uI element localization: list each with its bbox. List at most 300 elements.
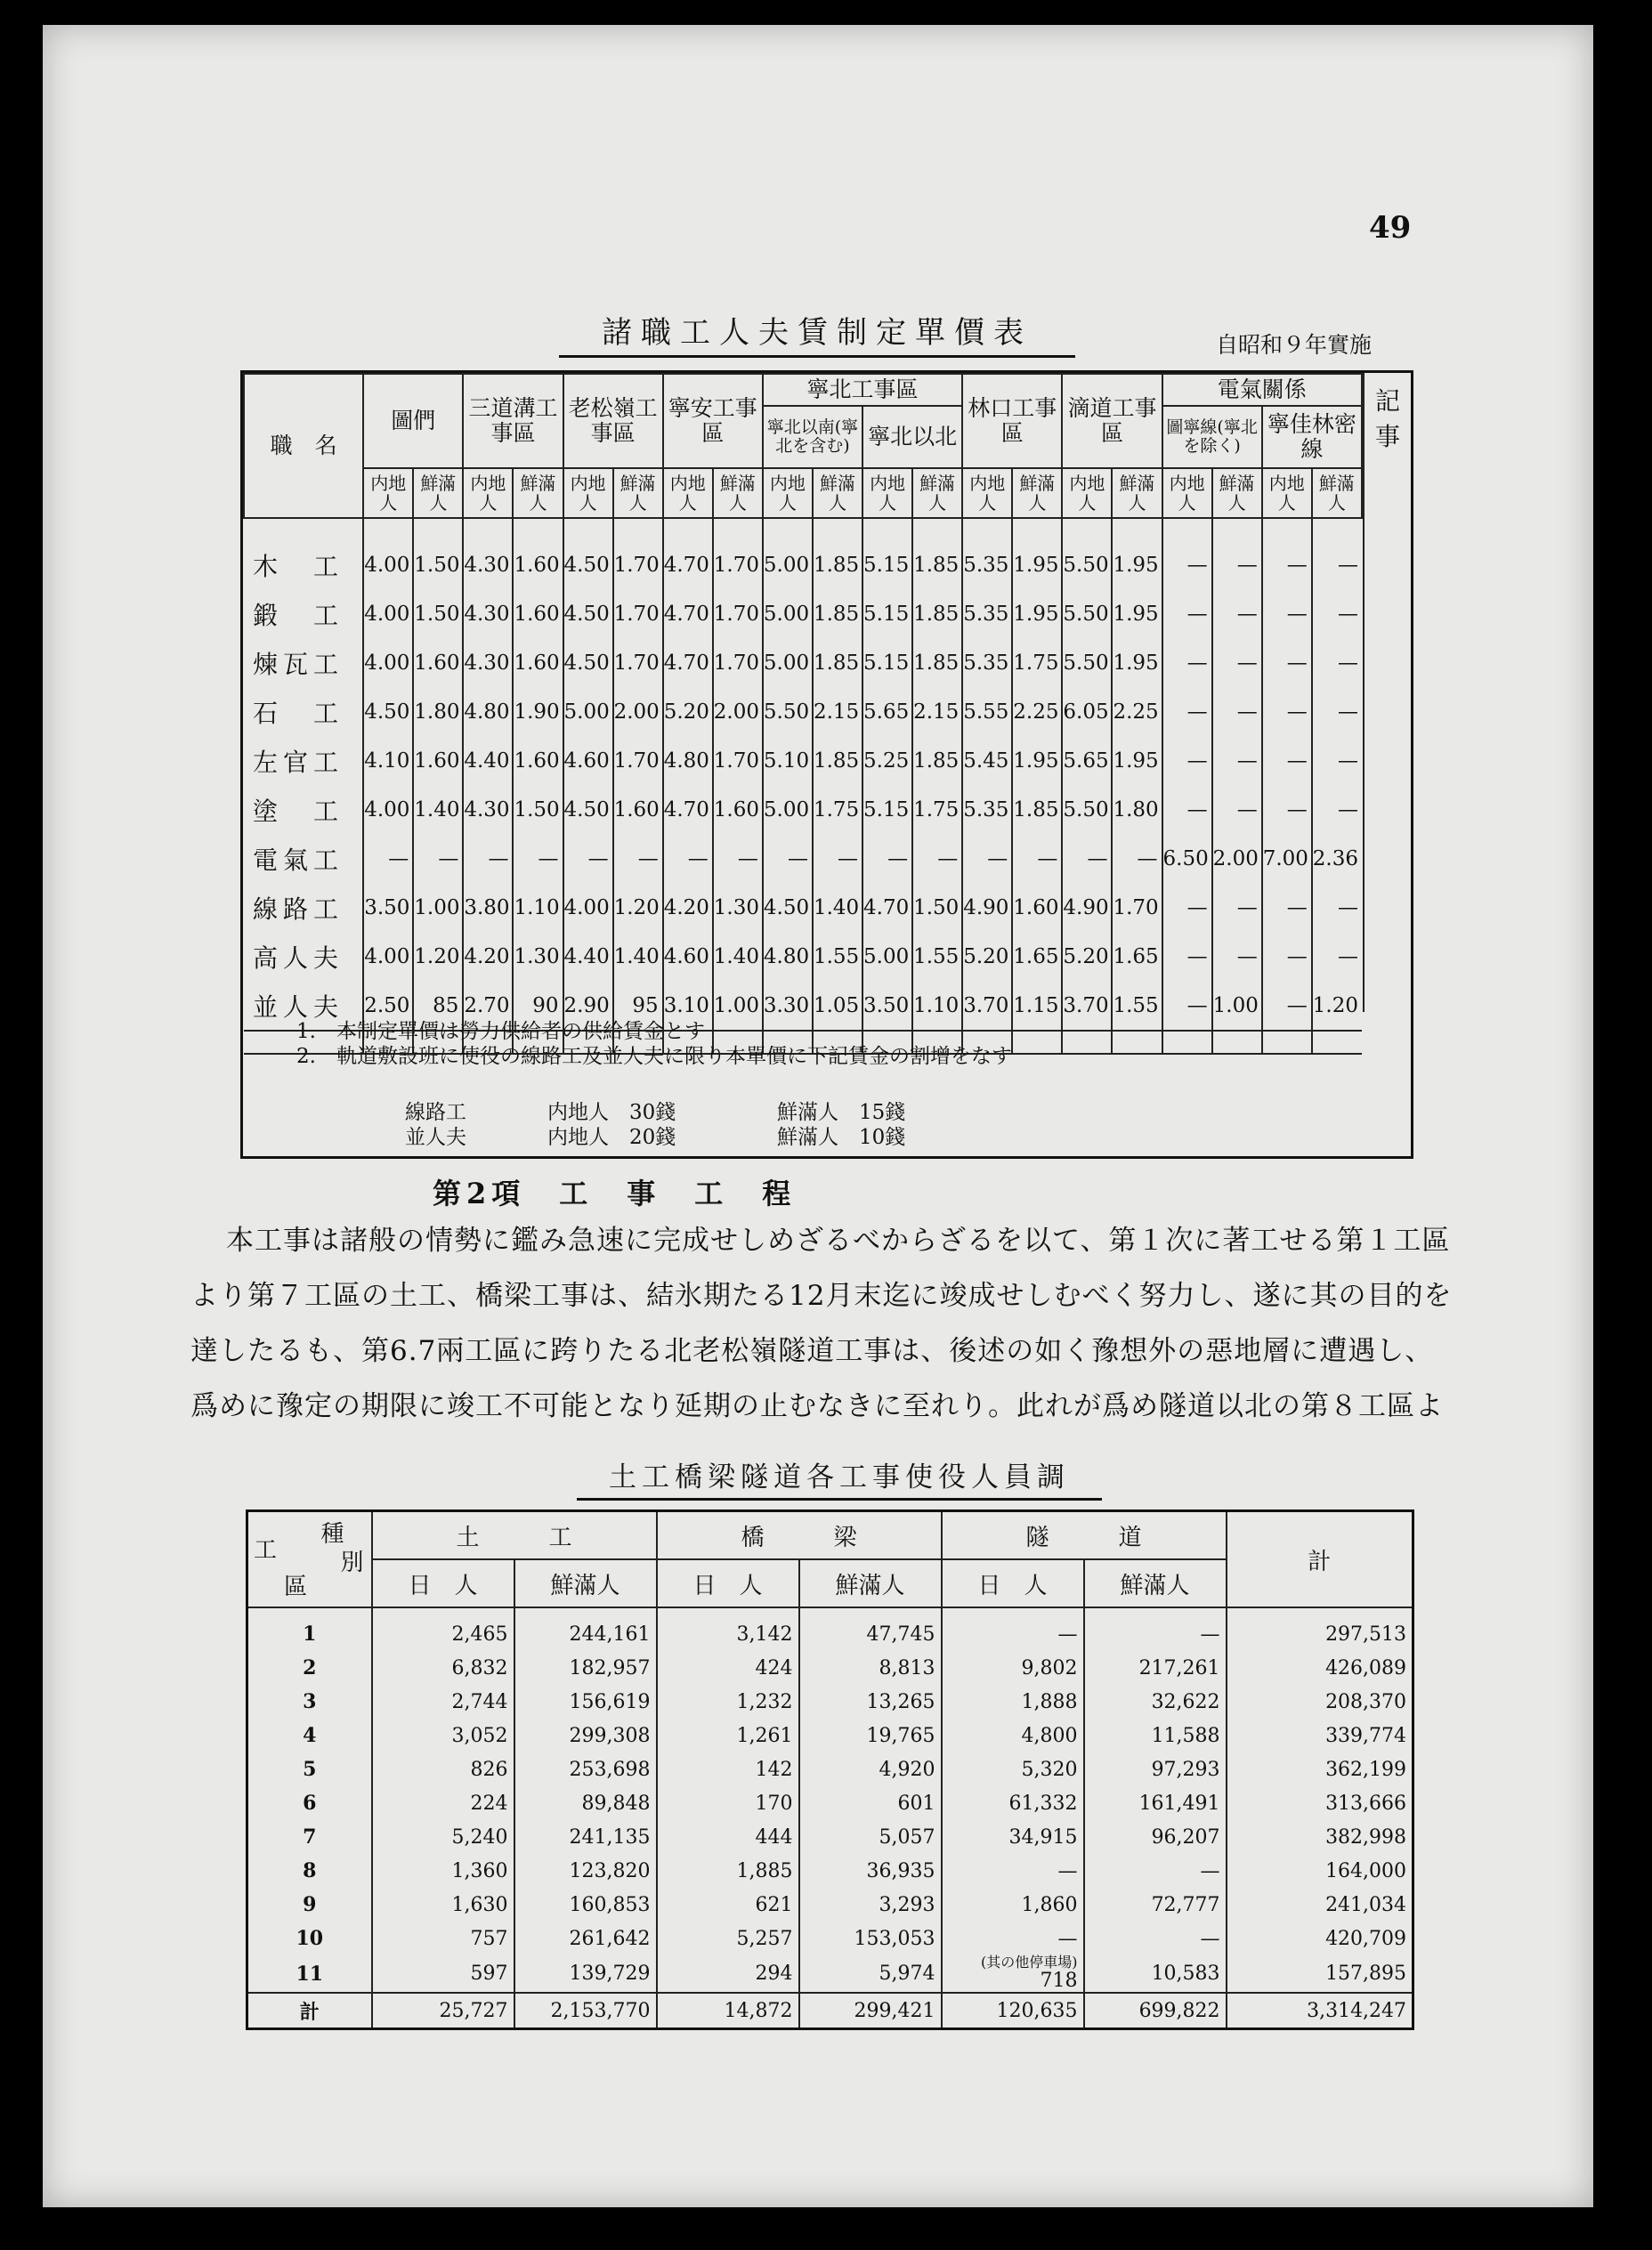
district-number: 6 — [303, 1792, 317, 1815]
district-number: 2 — [303, 1656, 317, 1679]
wage-cell: 1.40 — [713, 932, 763, 981]
wage-cell: — — [862, 834, 912, 883]
district-number: 7 — [303, 1825, 317, 1849]
wage-cell: — — [1162, 589, 1212, 638]
wage-cell: 4.30 — [463, 638, 513, 687]
spacer-cell — [1112, 1031, 1162, 1054]
count-cell: 120,635 — [942, 1993, 1084, 2029]
wage-cell: — — [1312, 736, 1362, 785]
sub-header-senman: 鮮滿人 — [1212, 468, 1262, 518]
occupation-name: 電氣工 — [253, 845, 344, 875]
wage-cell: 2.15 — [912, 687, 962, 736]
wage-cell: 1.85 — [813, 736, 862, 785]
wage-cell: 5.50 — [763, 687, 813, 736]
sub-header-naichi: 内地人 — [862, 468, 912, 518]
wage-cell: 4.40 — [563, 932, 613, 981]
wage-cell: 1.85 — [813, 540, 862, 589]
sub-header: 日 人 — [942, 1559, 1084, 1607]
wage-cell: 4.00 — [363, 589, 413, 638]
wage-cell: 4.10 — [363, 736, 413, 785]
wage-cell: — — [1212, 785, 1262, 834]
sub-header-senman: 鮮滿人 — [513, 468, 563, 518]
district-row — [247, 1955, 1413, 1993]
spacer-row — [244, 518, 1362, 540]
total-header: 計 — [1227, 1511, 1413, 1608]
sub-header-naichi: 内地人 — [1162, 468, 1212, 518]
sub-header-naichi: 内地人 — [363, 468, 413, 518]
spacer-cell — [713, 518, 763, 540]
district-header: 老松嶺工事區 — [563, 374, 663, 468]
district-header: 圖寧線(寧北を除く) — [1162, 406, 1262, 468]
wage-cell: — — [1162, 540, 1212, 589]
surcharge-senman: 鮮滿人 10錢 — [777, 1126, 906, 1149]
wage-cell: 4.00 — [363, 785, 413, 834]
district-header: 林口工事區 — [962, 374, 1062, 468]
wage-cell: 4.70 — [663, 785, 713, 834]
wage-cell: 1.40 — [413, 785, 463, 834]
sub-header-naichi: 内地人 — [463, 468, 513, 518]
wage-cell: 5.35 — [962, 540, 1012, 589]
wage-cell: 1.55 — [912, 932, 962, 981]
count-cell: 157,895 — [1227, 1955, 1413, 1993]
wage-cell: — — [1012, 834, 1062, 883]
wage-cell: — — [713, 834, 763, 883]
wage-cell: — — [1262, 589, 1312, 638]
surcharge-senman: 鮮滿人 15錢 — [777, 1101, 906, 1124]
wage-cell: 95 — [613, 981, 663, 1031]
wage-cell: 5.50 — [1062, 540, 1112, 589]
count-cell: 826 — [372, 1752, 514, 1786]
wage-table — [243, 373, 1363, 1055]
count-cell: 5,320 — [942, 1752, 1084, 1786]
wage-cell: 5.50 — [1062, 638, 1112, 687]
district-header: 滴道工事區 — [1062, 374, 1162, 468]
wage-cell: 5.00 — [563, 687, 613, 736]
spacer-cell — [372, 1607, 514, 1617]
district-number: 9 — [303, 1893, 317, 1916]
occupation-header: 職 名 — [244, 374, 363, 518]
wage-cell: 1.30 — [713, 883, 763, 932]
count-cell: 25,727 — [372, 1993, 514, 2029]
wage-cell: 5.15 — [862, 540, 912, 589]
wage-cell: — — [1162, 932, 1212, 981]
sub-header-naichi: 内地人 — [563, 468, 613, 518]
wage-cell: 1.00 — [413, 883, 463, 932]
spacer-cell — [1012, 1031, 1062, 1054]
occupation-name: 線路工 — [253, 894, 344, 924]
district-row — [247, 1617, 1413, 1651]
wage-cell: — — [962, 834, 1012, 883]
count-cell: 3,293 — [799, 1888, 942, 1922]
wage-cell: 1.40 — [613, 932, 663, 981]
count-cell: 1,885 — [657, 1854, 799, 1888]
wage-cell: 1.95 — [1012, 589, 1062, 638]
sub-header-naichi: 内地人 — [763, 468, 813, 518]
wage-cell: 1.95 — [1112, 736, 1162, 785]
district-number: 計 — [247, 1993, 372, 2029]
district-number: 3 — [303, 1690, 317, 1713]
wage-cell: — — [1312, 589, 1362, 638]
spacer-cell — [799, 1607, 942, 1617]
wage-cell: — — [1312, 687, 1362, 736]
wage-cell: — — [1112, 834, 1162, 883]
wage-cell: — — [1312, 638, 1362, 687]
section-heading: 第2項 工 事 工 程 — [433, 1177, 797, 1210]
wage-cell: 1.10 — [912, 981, 962, 1031]
wage-cell: 1.75 — [813, 785, 862, 834]
paragraph-line: 達したるも、第6.7兩工區に跨りたる北老松嶺隧道工事は、後述の如く豫想外の惡地層に遭遇し、 — [190, 1335, 1434, 1367]
spacer-cell — [1262, 518, 1312, 540]
count-cell: 1,630 — [372, 1888, 514, 1922]
wage-cell: 4.50 — [563, 785, 613, 834]
count-cell: 424 — [657, 1651, 799, 1685]
count-cell: 241,135 — [514, 1820, 657, 1854]
spacer-cell — [1012, 518, 1062, 540]
wage-cell: 1.60 — [413, 638, 463, 687]
occupation-name: 鍛 工 — [253, 600, 344, 630]
wage-cell: 1.70 — [713, 540, 763, 589]
wage-cell: 1.65 — [1112, 932, 1162, 981]
wage-cell: 2.90 — [563, 981, 613, 1031]
wage-cell: 4.30 — [463, 785, 513, 834]
spacer-cell — [513, 518, 563, 540]
wage-cell: 1.95 — [1112, 540, 1162, 589]
count-cell: 208,370 — [1227, 1685, 1413, 1719]
count-cell: 5,057 — [799, 1820, 942, 1854]
wage-cell: 5.10 — [763, 736, 813, 785]
district-row — [247, 1685, 1413, 1719]
group-header-ningbei: 寧北工事區 — [763, 374, 962, 406]
wage-cell: 2.50 — [363, 981, 413, 1031]
wage-cell: 3.10 — [663, 981, 713, 1031]
wage-cell: 1.00 — [1212, 981, 1262, 1031]
spacer-cell — [563, 518, 613, 540]
wage-cell: 1.20 — [1312, 981, 1362, 1031]
wage-cell: — — [413, 834, 463, 883]
group-header: 隧 道 — [942, 1511, 1227, 1560]
spacer-cell — [1312, 518, 1362, 540]
district-row — [247, 1786, 1413, 1820]
wage-cell: 1.70 — [1112, 883, 1162, 932]
spacer-cell — [613, 518, 663, 540]
spacer-cell — [763, 518, 813, 540]
count-cell: 96,207 — [1084, 1820, 1227, 1854]
spacer-cell — [1084, 1607, 1227, 1617]
row-note: (其の他停車場) — [981, 1954, 1078, 1971]
wage-cell: 5.55 — [962, 687, 1012, 736]
count-cell: 299,308 — [514, 1719, 657, 1752]
spacer-cell — [1062, 518, 1112, 540]
wage-cell: 4.20 — [663, 883, 713, 932]
wage-cell: 1.70 — [713, 638, 763, 687]
spacer-cell — [514, 1607, 657, 1617]
surcharge-naichi: 内地人 30錢 — [547, 1101, 676, 1124]
wage-cell: — — [1212, 687, 1262, 736]
wage-cell: — — [1162, 785, 1212, 834]
count-cell: 47,745 — [799, 1617, 942, 1651]
wage-cell: 1.85 — [912, 638, 962, 687]
count-cell: 5,974 — [799, 1955, 942, 1993]
count-cell: 339,774 — [1227, 1719, 1413, 1752]
remarks-column — [1363, 373, 1426, 1012]
wage-cell: 2.25 — [1012, 687, 1062, 736]
wage-cell: — — [1162, 736, 1212, 785]
district-header: 寧北以北 — [862, 406, 962, 468]
table1-notes — [296, 1019, 1012, 1069]
spacer-cell — [942, 1607, 1084, 1617]
wage-cell: 1.90 — [513, 687, 563, 736]
workforce-table — [246, 1509, 1414, 2030]
count-cell: 182,957 — [514, 1651, 657, 1685]
wage-cell: 3.50 — [862, 981, 912, 1031]
district-row — [247, 1719, 1413, 1752]
wage-cell: 1.85 — [813, 589, 862, 638]
spacer-cell — [1212, 518, 1262, 540]
wage-cell: — — [1262, 638, 1312, 687]
occupation-name: 煉瓦工 — [253, 649, 344, 679]
count-cell: 699,822 — [1084, 1993, 1227, 2029]
wage-row — [244, 883, 1362, 932]
wage-cell: 4.60 — [563, 736, 613, 785]
wage-cell: 5.00 — [763, 589, 813, 638]
wage-cell: 5.20 — [962, 932, 1012, 981]
wage-cell: — — [1262, 736, 1312, 785]
group-header: 土 工 — [372, 1511, 657, 1560]
occupation-name: 左官工 — [253, 747, 344, 777]
spacer-cell — [1212, 1031, 1262, 1054]
corner-left: 工 — [254, 1537, 278, 1564]
wage-cell: 5.35 — [962, 638, 1012, 687]
spacer-cell — [1312, 1031, 1362, 1054]
table2-title: 土工橋梁隧道各工事使役人員調 — [577, 1454, 1102, 1501]
wage-cell: 90 — [513, 981, 563, 1031]
remarks-header: 記 事 — [1374, 386, 1426, 451]
wage-row — [244, 736, 1362, 785]
wage-cell: — — [1162, 638, 1212, 687]
count-cell: 72,777 — [1084, 1888, 1227, 1922]
wage-cell: 3.70 — [962, 981, 1012, 1031]
district-row — [247, 1752, 1413, 1786]
count-cell: 382,998 — [1227, 1820, 1413, 1854]
district-header: 寧安工事區 — [663, 374, 763, 468]
district-number: 8 — [303, 1859, 317, 1882]
district-number: 5 — [303, 1758, 317, 1781]
occupation-name: 高人夫 — [253, 943, 344, 973]
sub-header-senman: 鮮滿人 — [912, 468, 962, 518]
table1-date: 自昭和９年實施 — [1216, 332, 1373, 358]
wage-cell: 1.60 — [513, 589, 563, 638]
count-cell: 3,052 — [372, 1719, 514, 1752]
wage-cell: 6.05 — [1062, 687, 1112, 736]
wage-cell: — — [363, 834, 413, 883]
count-cell: 601 — [799, 1786, 942, 1820]
note-2: 2. 軌道敷設班に使役の線路工及並人夫に限り本單價に下記賃金の割增をなす — [296, 1045, 1012, 1068]
wage-row — [244, 932, 1362, 981]
count-cell: 97,293 — [1084, 1752, 1227, 1786]
count-cell: 3,142 — [657, 1617, 799, 1651]
district-row — [247, 1888, 1413, 1922]
wage-cell: 4.20 — [463, 932, 513, 981]
page-number: 49 — [1369, 210, 1412, 246]
corner-bottom: 區 — [284, 1574, 308, 1600]
wage-cell: 4.00 — [363, 932, 413, 981]
count-cell: 6,832 — [372, 1651, 514, 1685]
count-cell: 1,860 — [942, 1888, 1084, 1922]
wage-cell: 6.50 — [1162, 834, 1212, 883]
wage-cell: 1.80 — [413, 687, 463, 736]
wage-cell: 4.50 — [563, 638, 613, 687]
spacer-cell — [962, 518, 1012, 540]
wage-cell: — — [1212, 736, 1262, 785]
wage-cell: 5.25 — [862, 736, 912, 785]
sub-header-naichi: 内地人 — [962, 468, 1012, 518]
wage-cell: 2.70 — [463, 981, 513, 1031]
count-cell: 1,888 — [942, 1685, 1084, 1719]
wage-cell: 1.15 — [1012, 981, 1062, 1031]
wage-cell: 4.50 — [363, 687, 413, 736]
wage-cell: — — [763, 834, 813, 883]
wage-cell: 1.60 — [713, 785, 763, 834]
corner-betsu: 別 — [340, 1550, 364, 1576]
surcharge-naichi: 内地人 20錢 — [547, 1126, 676, 1149]
wage-cell: 1.70 — [713, 736, 763, 785]
wage-cell: 5.65 — [1062, 736, 1112, 785]
wage-row — [244, 687, 1362, 736]
wage-cell: 4.80 — [463, 687, 513, 736]
count-cell: 297,513 — [1227, 1617, 1413, 1651]
spacer-cell — [413, 518, 463, 540]
paragraph-line: より第７工區の土工、橋梁工事は、結氷期たる12月末迄に竣成せしむべく努力し、遂に其の目的を — [190, 1280, 1453, 1312]
wage-cell: 5.50 — [1062, 589, 1112, 638]
count-cell: — — [942, 1922, 1084, 1955]
wage-cell: 4.70 — [663, 540, 713, 589]
sub-header-senman: 鮮滿人 — [813, 468, 862, 518]
spacer-cell — [247, 1607, 372, 1617]
wage-cell: 85 — [413, 981, 463, 1031]
wage-cell: 2.00 — [713, 687, 763, 736]
count-cell: 241,034 — [1227, 1888, 1413, 1922]
count-cell: 3,314,247 — [1227, 1993, 1413, 2029]
wage-cell: — — [1212, 883, 1262, 932]
wage-cell: 2.36 — [1312, 834, 1362, 883]
sub-header-senman: 鮮滿人 — [1012, 468, 1062, 518]
count-cell: 362,199 — [1227, 1752, 1413, 1786]
wage-cell: 5.35 — [962, 785, 1012, 834]
wage-cell: 4.80 — [763, 932, 813, 981]
wage-cell: 1.50 — [912, 883, 962, 932]
wage-cell: 5.65 — [862, 687, 912, 736]
count-cell: 217,261 — [1084, 1651, 1227, 1685]
wage-cell: 4.80 — [663, 736, 713, 785]
sub-header: 日 人 — [657, 1559, 799, 1607]
wage-table-box — [240, 370, 1426, 1159]
sub-header: 鮮滿人 — [799, 1559, 942, 1607]
wage-cell: 1.30 — [513, 932, 563, 981]
wage-cell: — — [513, 834, 563, 883]
wage-cell: 5.50 — [1062, 785, 1112, 834]
spacer-cell — [663, 518, 713, 540]
district-header: 三道溝工事區 — [463, 374, 563, 468]
count-cell: 4,920 — [799, 1752, 942, 1786]
count-cell: 253,698 — [514, 1752, 657, 1786]
wage-cell: — — [1262, 785, 1312, 834]
count-cell: 261,642 — [514, 1922, 657, 1955]
count-cell: 8,813 — [799, 1651, 942, 1685]
wage-cell: 5.15 — [862, 638, 912, 687]
wage-cell: 1.60 — [513, 638, 563, 687]
corner-top: 種 — [320, 1521, 344, 1548]
wage-row — [244, 834, 1362, 883]
spacer-cell — [1062, 1031, 1112, 1054]
wage-cell: 4.70 — [663, 589, 713, 638]
surcharge-job: 並人夫 — [405, 1126, 466, 1149]
wage-cell: 4.70 — [862, 883, 912, 932]
wage-cell: 2.00 — [1212, 834, 1262, 883]
district-number: 1 — [303, 1623, 317, 1646]
count-cell: 164,000 — [1227, 1854, 1413, 1888]
count-cell: 10,583 — [1084, 1955, 1227, 1993]
occupation-name: 塗 工 — [253, 796, 344, 826]
count-cell: 1,232 — [657, 1685, 799, 1719]
sub-header-naichi: 内地人 — [663, 468, 713, 518]
note-1: 1. 本制定單價は勞力供給者の供給賃金とす — [296, 1020, 705, 1043]
wage-cell: — — [1162, 981, 1212, 1031]
wage-cell: — — [663, 834, 713, 883]
wage-cell: — — [613, 834, 663, 883]
count-cell: 32,622 — [1084, 1685, 1227, 1719]
sub-header-naichi: 内地人 — [1062, 468, 1112, 518]
count-cell: 139,729 — [514, 1955, 657, 1993]
table1-title: 諸職工人夫賃制定單價表 — [559, 308, 1075, 358]
occupation-name: 木 工 — [253, 551, 344, 581]
sub-header: 日 人 — [372, 1559, 514, 1607]
count-cell: 757 — [372, 1922, 514, 1955]
wage-cell: — — [1162, 883, 1212, 932]
count-cell: 142 — [657, 1752, 799, 1786]
wage-cell: 4.90 — [962, 883, 1012, 932]
count-cell: 224 — [372, 1786, 514, 1820]
document-page — [43, 25, 1593, 2207]
spacer-cell — [1227, 1607, 1413, 1617]
wage-row — [244, 540, 1362, 589]
wage-cell: 3.50 — [363, 883, 413, 932]
count-cell: 420,709 — [1227, 1922, 1413, 1955]
wage-cell: 4.90 — [1062, 883, 1112, 932]
count-cell: 34,915 — [942, 1820, 1084, 1854]
sub-header-senman: 鮮滿人 — [413, 468, 463, 518]
count-cell: 299,421 — [799, 1993, 942, 2029]
wage-cell: 1.60 — [413, 736, 463, 785]
wage-cell: 1.85 — [912, 540, 962, 589]
count-cell: — — [1084, 1922, 1227, 1955]
count-cell: 313,666 — [1227, 1786, 1413, 1820]
sub-header-senman: 鮮滿人 — [1312, 468, 1362, 518]
wage-cell: 1.20 — [613, 883, 663, 932]
district-row — [247, 1820, 1413, 1854]
wage-cell: 4.50 — [563, 589, 613, 638]
wage-cell: 5.15 — [862, 785, 912, 834]
sub-header-senman: 鮮滿人 — [613, 468, 663, 518]
count-cell: 170 — [657, 1786, 799, 1820]
wage-cell: 5.45 — [962, 736, 1012, 785]
wage-cell: — — [912, 834, 962, 883]
district-row — [247, 1922, 1413, 1955]
count-cell: 2,153,770 — [514, 1993, 657, 2029]
wage-cell: 1.75 — [912, 785, 962, 834]
count-cell: 123,820 — [514, 1854, 657, 1888]
wage-cell: 4.60 — [663, 932, 713, 981]
wage-cell: 4.00 — [363, 540, 413, 589]
